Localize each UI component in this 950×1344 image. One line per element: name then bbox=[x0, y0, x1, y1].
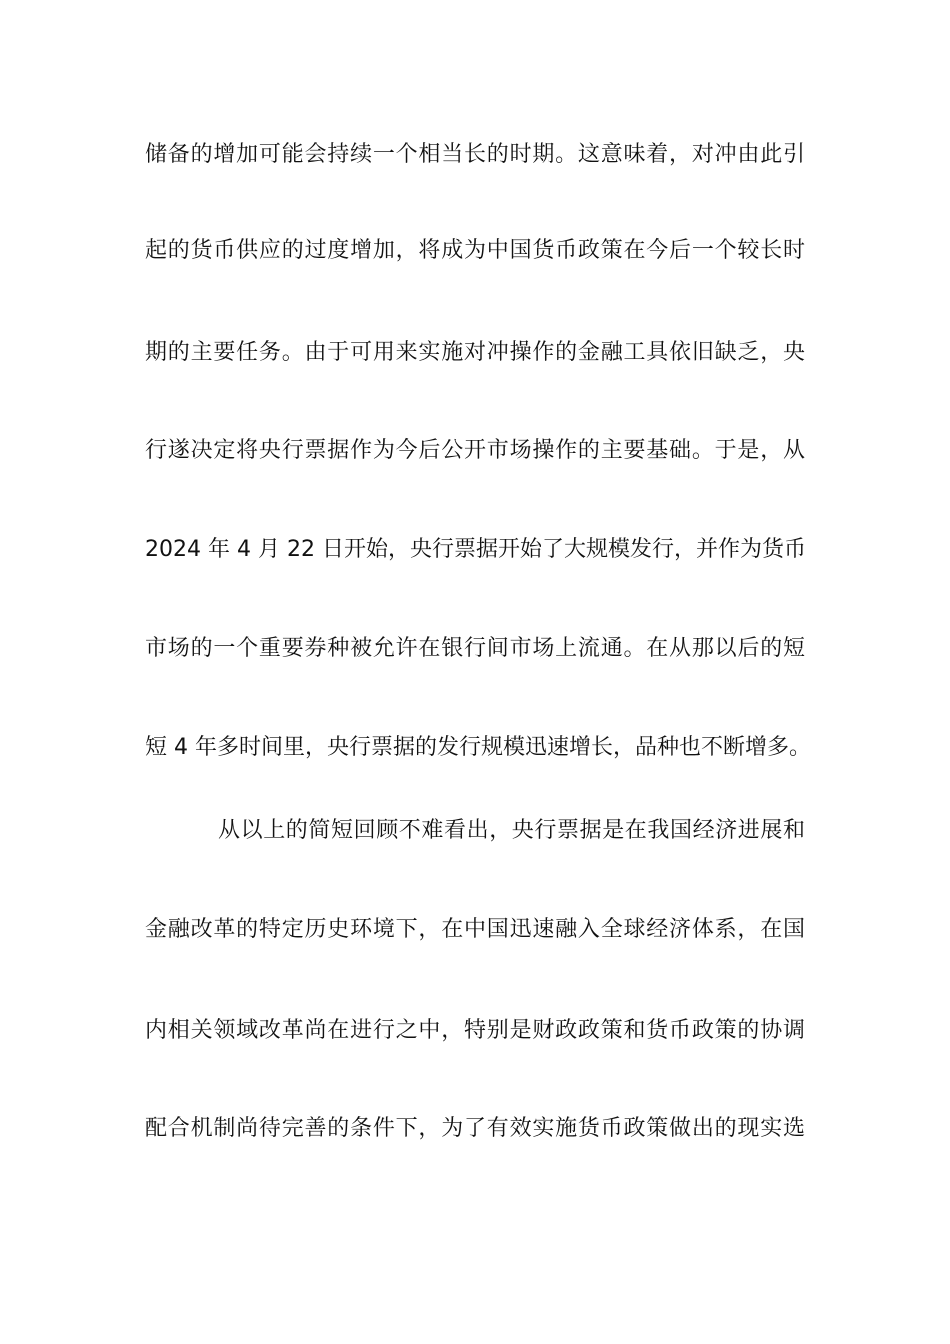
text-line-1: 储备的增加可能会持续一个相当长的时期。这意味着，对冲由此引 bbox=[145, 142, 805, 167]
text-line-7: 短 4 年多时间里，央行票据的发行规模迅速增长，品种也不断增多。 bbox=[145, 735, 811, 760]
text-line-9: 金融改革的特定历史环境下，在中国迅速融入全球经济体系，在国 bbox=[145, 917, 805, 942]
text-line-5: 2024 年 4 月 22 日开始，央行票据开始了大规模发行，并作为货币 bbox=[145, 537, 806, 562]
text-line-3: 期的主要任务。由于可用来实施对冲操作的金融工具依旧缺乏，央 bbox=[145, 340, 805, 365]
text-line-4: 行遂决定将央行票据作为今后公开市场操作的主要基础。于是，从 bbox=[145, 438, 805, 463]
text-line-8: 从以上的简短回顾不难看出，央行票据是在我国经济进展和 bbox=[218, 818, 805, 843]
text-line-11: 配合机制尚待完善的条件下，为了有效实施货币政策做出的现实选 bbox=[145, 1116, 805, 1141]
text-line-2: 起的货币供应的过度增加，将成为中国货币政策在今后一个较长时 bbox=[145, 238, 805, 263]
text-line-10: 内相关领域改革尚在进行之中，特别是财政政策和货币政策的协调 bbox=[145, 1018, 805, 1043]
text-line-6: 市场的一个重要券种被允许在银行间市场上流通。在从那以后的短 bbox=[145, 636, 805, 661]
